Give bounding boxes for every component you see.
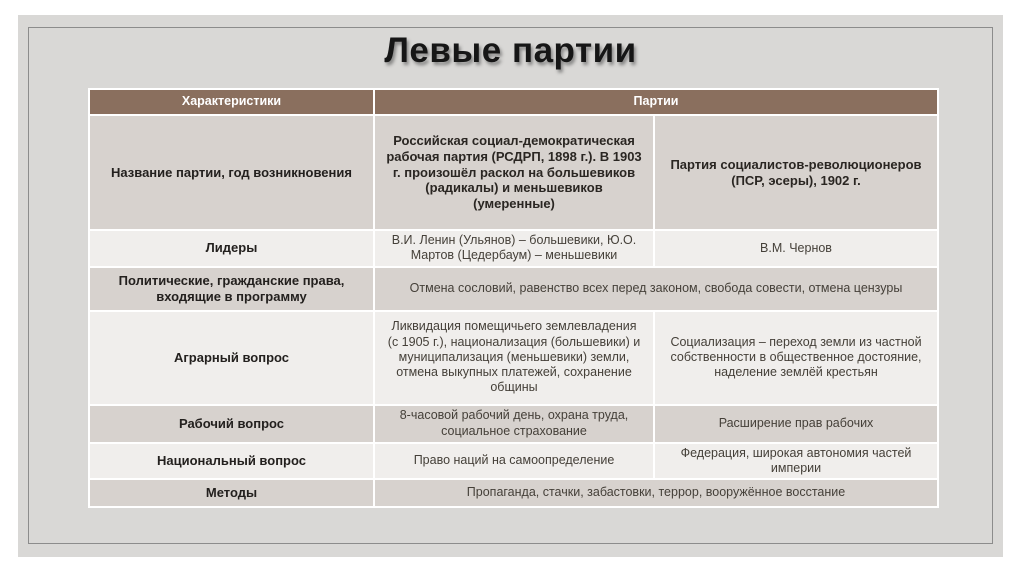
table-row-methods [89, 479, 938, 507]
parties-table [88, 88, 939, 508]
row-label-cell: Методы [89, 479, 374, 507]
rsdrp-cell: Ликвидация помещичьего землевладения (с 1905 г.), национализация (большевики) и муниципализация (меньшевики) земли, отмена выкупных платежей, сохранение общины [374, 311, 654, 405]
slide-title: Левые партии [384, 31, 637, 70]
table-row-leaders [89, 230, 938, 267]
rsdrp-cell: Российская социал-демократическая рабочая партия (РСДРП, 1898 г.). В 1903 г. произошёл раскол на большевиков (радикалы) и меньшевиков (умеренные) [374, 115, 654, 230]
rsdrp-cell: В.И. Ленин (Ульянов) – большевики, Ю.О. Мартов (Цедербаум) – меньшевики [374, 230, 654, 267]
rsdrp-cell: Право наций на самоопределение [374, 443, 654, 480]
row-label-cell: Рабочий вопрос [89, 405, 374, 443]
psr-cell: Федерация, широкая автономия частей империи [654, 443, 938, 480]
table-row-agrarian-question [89, 311, 938, 405]
merged-cell: Пропаганда, стачки, забастовки, террор, вооружённое восстание [374, 479, 938, 507]
merged-cell: Отмена сословий, равенство всех перед законом, свобода совести, отмена цензуры [374, 267, 938, 311]
psr-cell: В.М. Чернов [654, 230, 938, 267]
header-cell-characteristics: Характеристики [89, 89, 374, 115]
table-row-political-rights [89, 267, 938, 311]
row-label-cell: Национальный вопрос [89, 443, 374, 480]
table-header-row [89, 89, 938, 115]
psr-cell: Социализация – переход земли из частной собственности в общественное достояние, наделение землёй крестьян [654, 311, 938, 405]
row-label-cell: Политические, гражданские права, входящие в программу [89, 267, 374, 311]
table-row-national-question [89, 443, 938, 480]
row-label-cell: Название партии, год возникновения [89, 115, 374, 230]
table-row-labor-question [89, 405, 938, 443]
row-label-cell: Аграрный вопрос [89, 311, 374, 405]
psr-cell: Расширение прав рабочих [654, 405, 938, 443]
rsdrp-cell: 8-часовой рабочий день, охрана труда, социальное страхование [374, 405, 654, 443]
table-row-party-name [89, 115, 938, 230]
row-label-cell: Лидеры [89, 230, 374, 267]
slide [18, 15, 1003, 557]
header-cell-parties: Партии [374, 89, 938, 115]
psr-cell: Партия социалистов-революционеров (ПСР, эсеры), 1902 г. [654, 115, 938, 230]
